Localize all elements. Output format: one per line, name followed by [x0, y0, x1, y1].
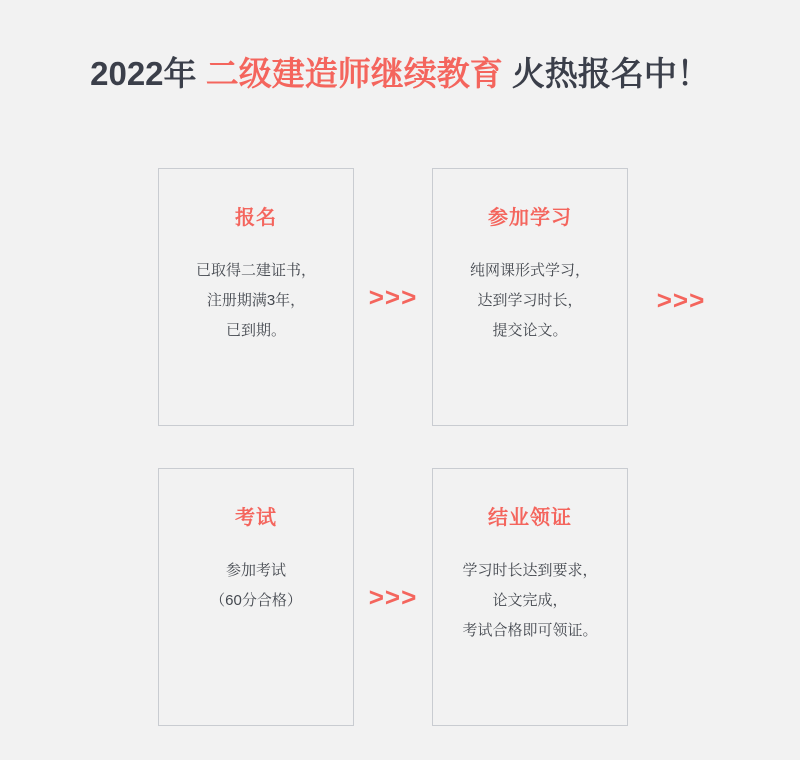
step-body	[182, 256, 330, 346]
step-card-exam	[158, 468, 354, 726]
step-body	[196, 556, 316, 616]
step-body	[448, 556, 611, 646]
step-card-registration	[158, 168, 354, 426]
step-body	[456, 256, 604, 346]
step-body-line: 论文完成，	[492, 592, 568, 609]
page-title	[0, 48, 800, 95]
step-body-line: 参加考试	[225, 562, 286, 579]
page-title-part-1: 2022年	[90, 55, 197, 92]
step-body-line: 已到期。	[225, 322, 286, 339]
step-title: 参加学习	[488, 207, 572, 229]
step-title: 报名	[235, 207, 277, 229]
arrow-right-icon: >>>	[368, 582, 418, 612]
arrow-right-icon: >>>	[368, 282, 418, 312]
flow-row-2	[158, 468, 628, 726]
step-card-study	[432, 168, 628, 426]
step-body-line: 注册期满3年，	[206, 292, 306, 309]
arrow-right-icon: >>>	[656, 285, 706, 315]
step-body-line: 学习时长达到要求，	[462, 562, 598, 579]
page-title-part-3: 火热报名中！	[511, 55, 710, 92]
flow-row-1	[158, 168, 628, 426]
step-body-line: 已取得二建证书，	[195, 262, 316, 279]
page-title-part-2: 二级建造师继续教育	[205, 55, 503, 92]
step-body-line: 达到学习时长，	[477, 292, 583, 309]
step-title: 考试	[235, 507, 277, 529]
step-body-line: 纯网课形式学习，	[469, 262, 590, 279]
step-body-line: （60分合格）	[210, 592, 302, 609]
step-body-line: 提交论文。	[492, 322, 568, 339]
step-body-line: 考试合格即可领证。	[462, 622, 598, 639]
step-card-certificate	[432, 468, 628, 726]
step-title: 结业领证	[488, 507, 572, 529]
